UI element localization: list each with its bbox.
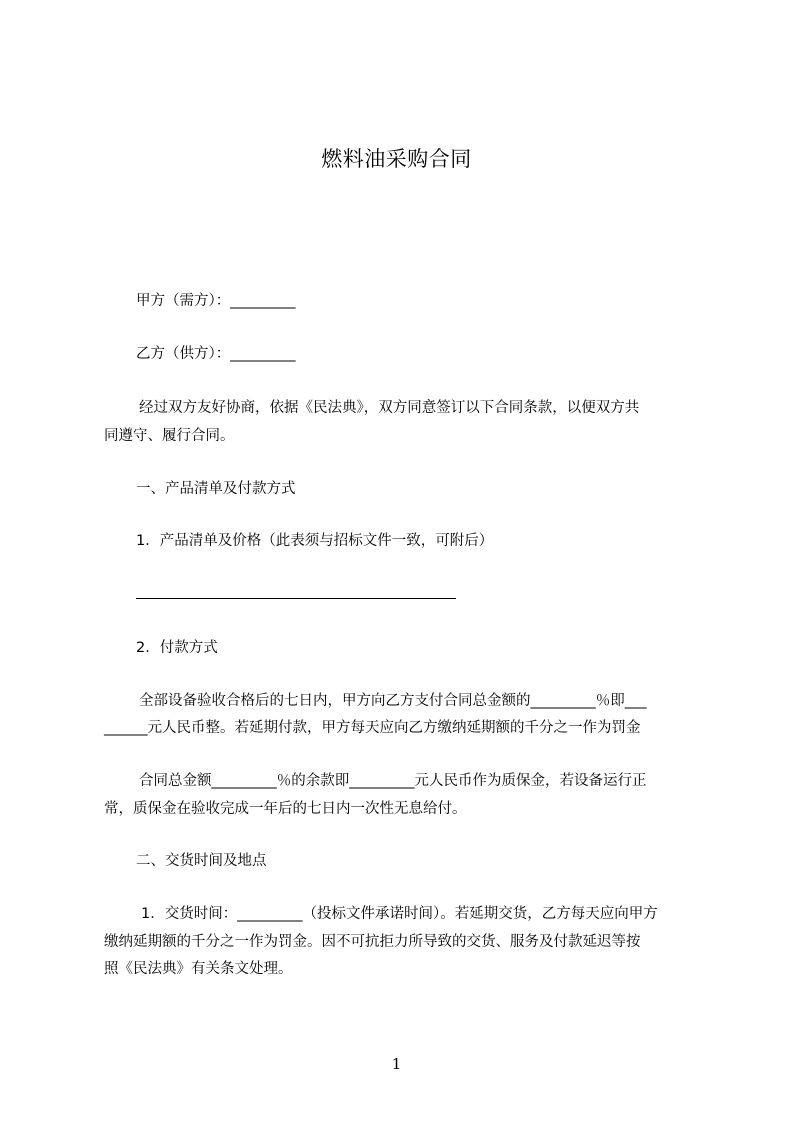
payment-paragraph-2-line-2: 常，质保金在验收完成一年后的七日内一次性无息给付。 [104, 801, 467, 817]
product-list-blank-line [136, 598, 456, 599]
section-2-heading: 二、交货时间及地点 [136, 853, 267, 869]
document-title: 燃料油采购合同 [321, 147, 472, 171]
preamble-line-2: 同遵守、履行合同。 [104, 428, 235, 444]
delivery-item-line-3: 照《民法典》有关条文处理。 [104, 961, 293, 977]
payment-paragraph-2-line-1: 合同总金额_________％的余款即_________元人民币作为质保金，若设备运行正 [139, 773, 647, 789]
party-b-line: 乙方（供方）：_________ [136, 346, 296, 362]
section-1-item-1: 1．产品清单及价格（此表须与招标文件一致，可附后） [136, 533, 494, 549]
preamble-line-1: 经过双方友好协商，依据《民法典》，双方同意签订以下合同条款，以便双方共 [139, 400, 640, 416]
page-number: 1 [391, 1055, 402, 1073]
payment-paragraph-1-line-2: ______元人民币整。若延期付款，甲方每天应向乙方缴纳延期额的千分之一作为罚金 [104, 720, 641, 736]
party-a-line: 甲方（需方）：_________ [136, 293, 296, 309]
delivery-item-line-1: 1．交货时间：_________（投标文件承诺时间）。若延期交货，乙方每天应向甲方 [141, 906, 658, 922]
payment-paragraph-1-line-1: 全部设备验收合格后的七日内，甲方向乙方支付合同总金额的_________％即___ [139, 693, 647, 709]
section-1-heading: 一、产品清单及付款方式 [136, 481, 296, 497]
section-1-item-2: 2．付款方式 [136, 640, 218, 656]
delivery-item-line-2: 缴纳延期额的千分之一作为罚金。因不可抗拒力所导致的交货、服务及付款延迟等按 [104, 934, 641, 950]
